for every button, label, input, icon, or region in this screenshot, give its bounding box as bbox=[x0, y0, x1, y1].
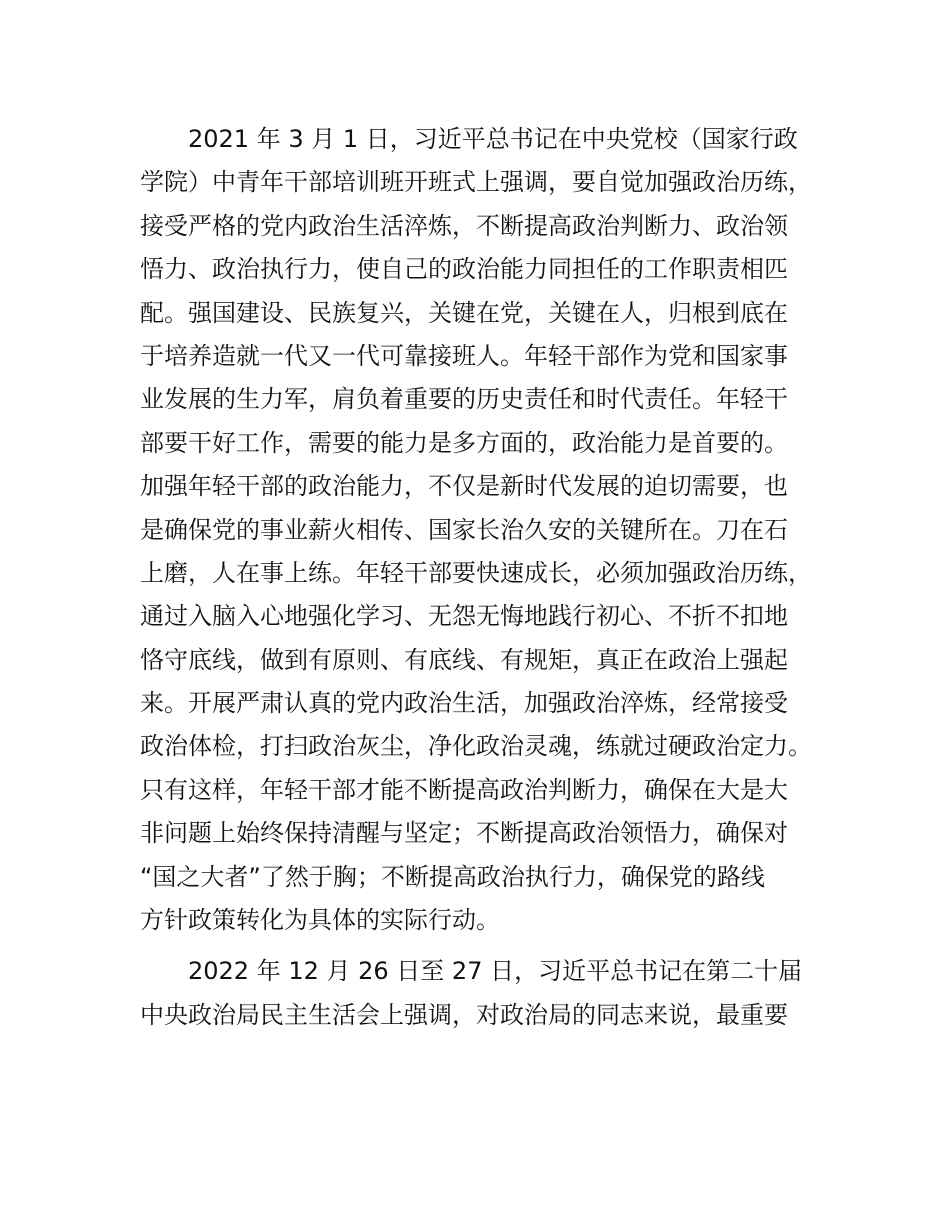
text-line: 2021 年 3 月 1 日，习近平总书记在中央党校（国家行政 bbox=[188, 125, 798, 153]
paragraph-2 bbox=[140, 950, 830, 1037]
text-line: 中央政治局民主生活会上强调，对政治局的同志来说，最重要 bbox=[140, 1000, 788, 1029]
text-line: 悟力、政治执行力，使自己的政治能力同担任的工作职责相匹 bbox=[140, 255, 788, 284]
text-line: 部要干好工作，需要的能力是多方面的，政治能力是首要的。 bbox=[140, 428, 788, 457]
text-line: 政治体检，打扫政治灰尘，净化政治灵魂，练就过硬政治定力。 bbox=[140, 732, 812, 761]
text-line: “国之大者”了然于胸；不断提高政治执行力，确保党的路线 bbox=[140, 862, 765, 891]
text-line: 接受严格的党内政治生活淬炼，不断提高政治判断力、政治领 bbox=[140, 211, 788, 240]
text-line: 上磨，人在事上练。年轻干部要快速成长，必须加强政治历练， bbox=[140, 558, 812, 587]
paragraph-1 bbox=[140, 118, 830, 942]
text-line: 只有这样，年轻干部才能不断提高政治判断力，确保在大是大 bbox=[140, 775, 788, 804]
text-line: 通过入脑入心地强化学习、无怨无悔地践行初心、不折不扣地 bbox=[140, 602, 788, 631]
text-line: 非问题上始终保持清醒与坚定；不断提高政治领悟力，确保对 bbox=[140, 819, 788, 848]
text-line: 来。开展严肃认真的党内政治生活，加强政治淬炼，经常接受 bbox=[140, 689, 788, 718]
text-line: 加强年轻干部的政治能力，不仅是新时代发展的迫切需要，也 bbox=[140, 472, 788, 501]
text-line: 于培养造就一代又一代可靠接班人。年轻干部作为党和国家事 bbox=[140, 341, 788, 370]
text-line: 方针政策转化为具体的实际行动。 bbox=[140, 906, 500, 935]
text-line: 配。强国建设、民族复兴，关键在党，关键在人，归根到底在 bbox=[140, 298, 788, 327]
text-line: 恪守底线，做到有原则、有底线、有规矩，真正在政治上强起 bbox=[140, 645, 788, 674]
text-line: 2022 年 12 月 26 日至 27 日，习近平总书记在第二十届 bbox=[188, 957, 803, 986]
text-line: 是确保党的事业薪火相传、国家长治久安的关键所在。刀在石 bbox=[140, 515, 788, 544]
document-page bbox=[140, 118, 830, 1037]
text-line: 业发展的生力军，肩负着重要的历史责任和时代责任。年轻干 bbox=[140, 385, 788, 414]
text-line: 学院）中青年干部培训班开班式上强调，要自觉加强政治历练， bbox=[140, 168, 812, 197]
